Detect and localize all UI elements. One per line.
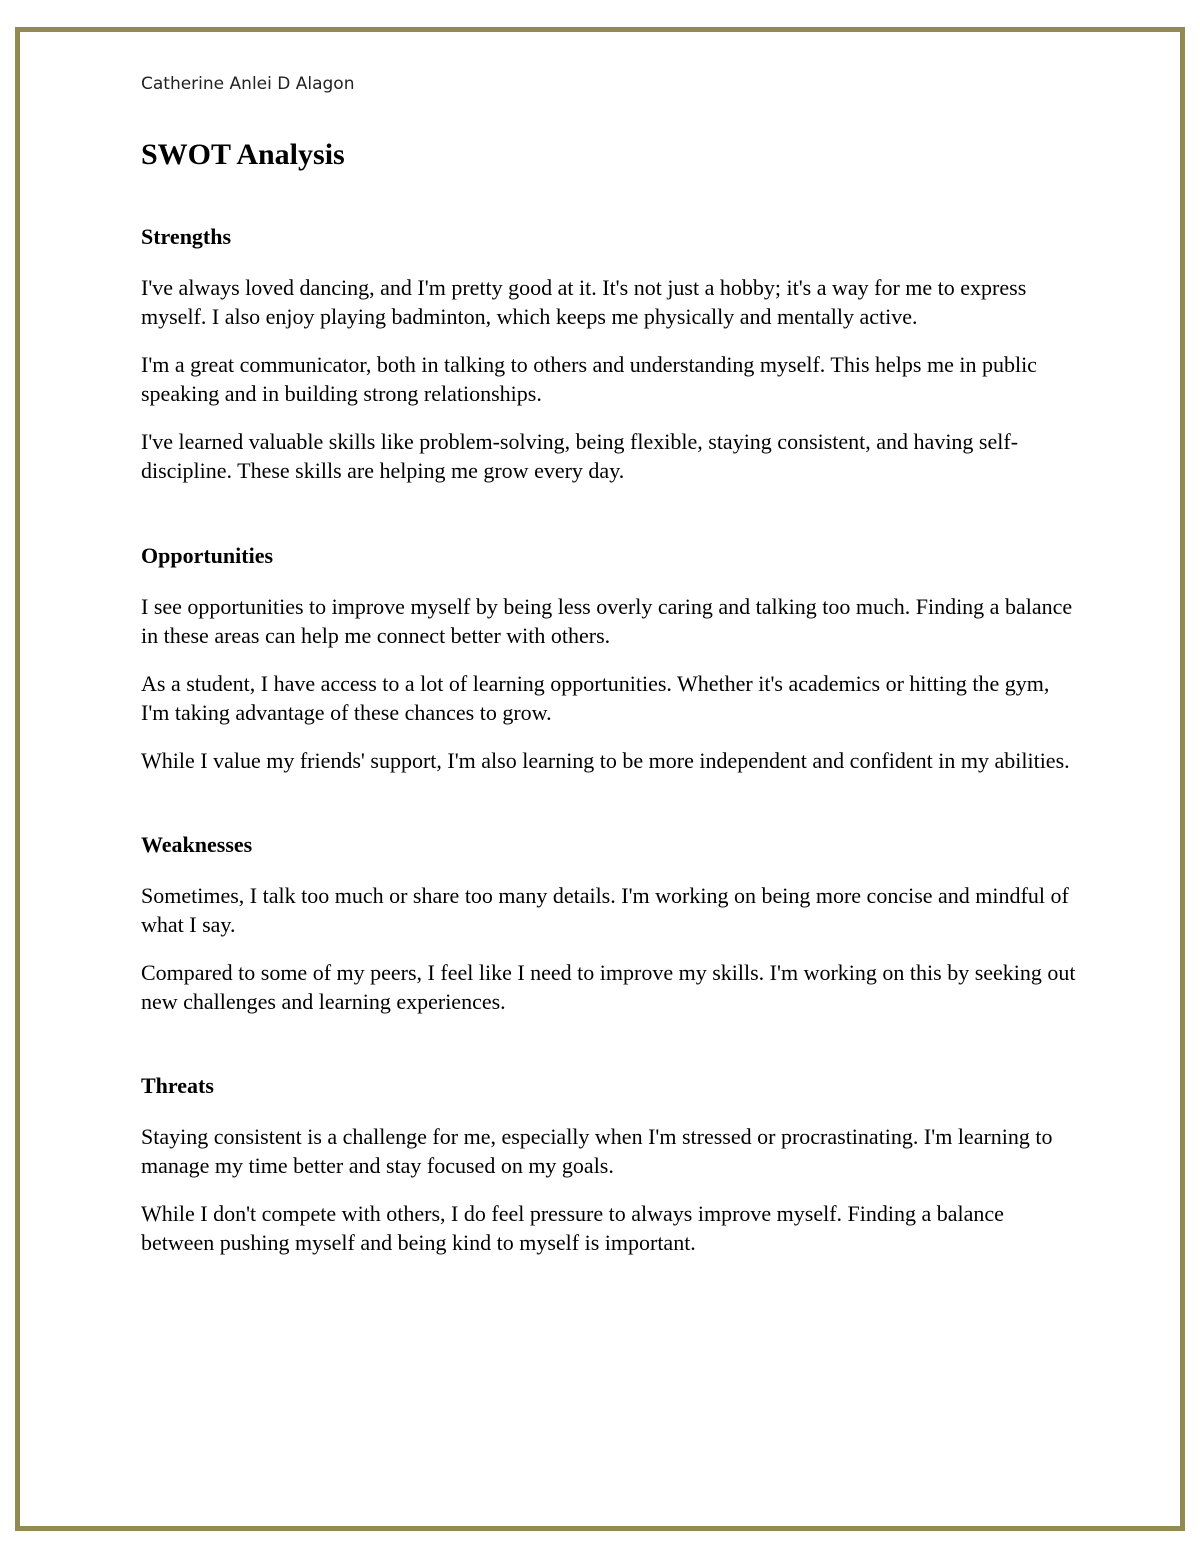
paragraph: While I don't compete with others, I do feel pressure to always improve myself. Finding a balance between pushing myself and being kind to myself is important. [141, 1201, 1004, 1255]
paragraph: Sometimes, I talk too much or share too many details. I'm working on being more concise and mindful of what I say. [141, 883, 1069, 937]
section-opportunities [141, 542, 1076, 775]
paragraph: I've learned valuable skills like problem-solving, being flexible, staying consistent, and having self-discipline. These skills are helping me grow every day. [141, 429, 1019, 483]
document-body [141, 72, 1076, 1276]
paragraph: While I value my friends' support, I'm also learning to be more independent and confident in my abilities. [141, 748, 1070, 773]
paragraph: As a student, I have access to a lot of learning opportunities. Whether it's academics or hitting the gym, I'm taking advantage of these chances to grow. [141, 671, 1050, 725]
document-title: SWOT Analysis [141, 138, 345, 171]
author-name: Catherine Anlei D Alagon [141, 74, 355, 94]
section-heading-opportunities: Opportunities [141, 543, 274, 568]
paragraph: I've always loved dancing, and I'm pretty good at it. It's not just a hobby; it's a way for me to express myself. I also enjoy playing badminton, which keeps me physically and mentally active. [141, 275, 1027, 329]
section-heading-weaknesses: Weaknesses [141, 832, 253, 857]
paragraph: Staying consistent is a challenge for me, especially when I'm stressed or procrastinating. I'm learning to manage my time better and stay focused on my goals. [141, 1124, 1053, 1178]
section-heading-threats: Threats [141, 1073, 214, 1098]
section-heading-strengths: Strengths [141, 224, 232, 249]
section-strengths [141, 223, 1076, 485]
paragraph: Compared to some of my peers, I feel like I need to improve my skills. I'm working on this by seeking out new challenges and learning experiences. [141, 960, 1076, 1014]
paragraph: I'm a great communicator, both in talking to others and understanding myself. This helps me in public speaking and in building strong relationships. [141, 352, 1037, 406]
section-threats [141, 1072, 1076, 1257]
section-weaknesses [141, 831, 1076, 1016]
paragraph: I see opportunities to improve myself by being less overly caring and talking too much. Finding a balance in these areas can help me connect better with others. [141, 594, 1073, 648]
